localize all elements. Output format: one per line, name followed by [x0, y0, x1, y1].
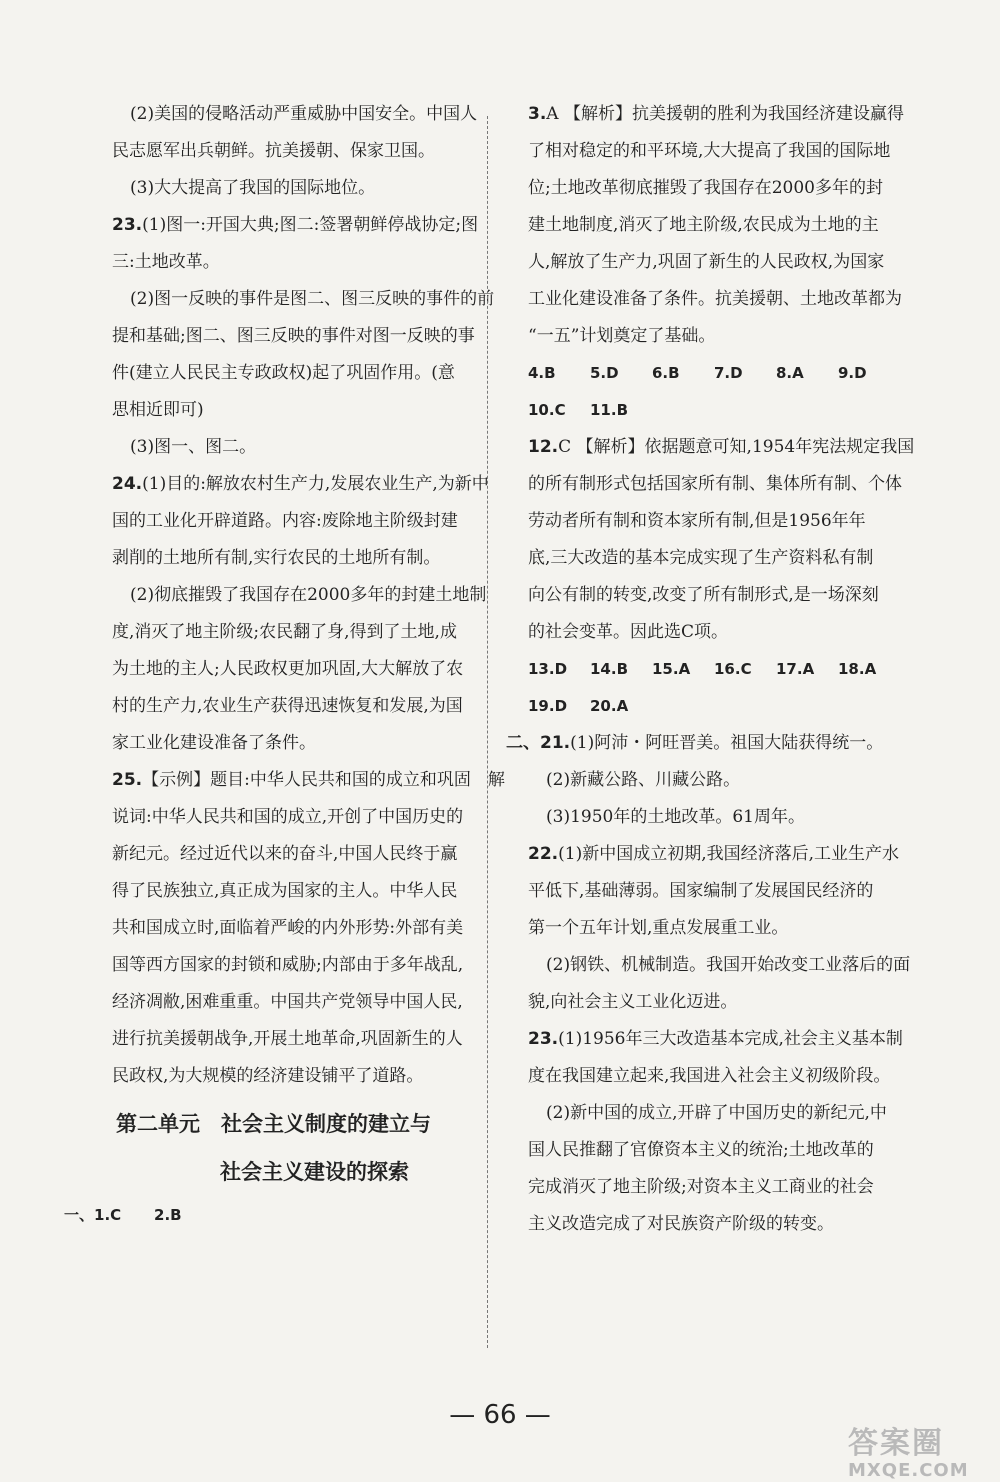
text-line [528, 807, 900, 844]
line-text: 第一个五年计划,重点发展重工业。 [528, 918, 789, 938]
answer-item: 13.D [528, 660, 568, 678]
question-number: 24. [112, 474, 143, 494]
section-prefix: 一、 [64, 1206, 95, 1224]
question-number: 二、21. [506, 733, 571, 753]
text-line [528, 1029, 903, 1066]
line-text: 民政权,为大规模的经济建设铺平了道路。 [112, 1066, 424, 1086]
text-line [528, 1140, 900, 1177]
line-text: 貌,向社会主义工业化迈进。 [528, 992, 738, 1012]
question-number: 25. [112, 770, 143, 790]
line-text: 进行抗美援朝战争,开展土地革命,巩固新生的人 [112, 1029, 463, 1049]
line-text: (3)1950年的土地改革。61周年。 [546, 807, 805, 827]
line-text: 为土地的主人;人民政权更加巩固,大大解放了农 [112, 659, 464, 679]
right-column [506, 104, 915, 1251]
answer-item: 14.B [590, 660, 629, 678]
text-line [528, 1214, 900, 1251]
text-line [112, 363, 476, 400]
text-line [112, 400, 476, 437]
text-line [528, 326, 900, 363]
answer-item: 16.C [714, 660, 752, 678]
text-line [112, 696, 476, 733]
line-text: 民志愿军出兵朝鲜。抗美援朝、保家卫国。 [112, 141, 435, 161]
line-text: (1)1956年三大改造基本完成,社会主义基本制 [558, 1029, 903, 1049]
watermark-text-bottom: MXQE.COM [848, 1460, 969, 1481]
text-line [112, 622, 476, 659]
text-line [112, 289, 495, 326]
text-line [528, 215, 900, 252]
line-text: 共和国成立时,面临着严峻的内外形势:外部有美 [112, 918, 464, 938]
text-line [528, 770, 900, 807]
answer-row [528, 400, 900, 437]
text-line [112, 844, 476, 881]
answer-row [528, 696, 900, 733]
answer-item: 15.A [652, 660, 691, 678]
line-text: 建土地制度,消灭了地主阶级,农民成为土地的主 [528, 215, 879, 235]
line-text: 劳动者所有制和资本家所有制,但是1956年年 [528, 511, 866, 531]
line-text: 平低下,基础薄弱。国家编制了发展国民经济的 [528, 881, 874, 901]
text-line [112, 992, 476, 1029]
text-line [528, 289, 900, 326]
line-text: (2)图一反映的事件是图二、图三反映的事件的前 [130, 289, 495, 309]
line-text: “一五”计划奠定了基础。 [528, 326, 716, 346]
line-text: 新纪元。经过近代以来的奋斗,中国人民终于赢 [112, 844, 458, 864]
answer-item: 20.A [590, 697, 629, 715]
answer-item: 4.B [528, 364, 556, 382]
watermark-logo [848, 1418, 998, 1480]
text-line [112, 770, 505, 807]
text-line [528, 622, 900, 659]
text-line [528, 548, 900, 585]
text-line [528, 918, 900, 955]
line-text: 提和基础;图二、图三反映的事件对图一反映的事 [112, 326, 475, 346]
line-text: 村的生产力,农业生产获得迅速恢复和发展,为国 [112, 696, 463, 716]
line-text: (2)钢铁、机械制造。我国开始改变工业落后的面 [546, 955, 911, 975]
answer-item: 2.B [154, 1206, 182, 1224]
line-text: 度在我国建立起来,我国进入社会主义初级阶段。 [528, 1066, 891, 1086]
line-text: 得了民族独立,真正成为国家的主人。中华人民 [112, 881, 458, 901]
text-line [112, 474, 489, 511]
line-text: 了相对稳定的和平环境,大大提高了我国的国际地 [528, 141, 891, 161]
line-text: 完成消灭了地主阶级;对资本主义工商业的社会 [528, 1177, 874, 1197]
column-divider [487, 116, 488, 1348]
text-line [112, 955, 476, 992]
left-column [64, 104, 505, 1242]
line-text: (2)新藏公路、川藏公路。 [546, 770, 741, 790]
text-line [112, 733, 476, 770]
line-text: (3)图一、图二。 [130, 437, 257, 457]
line-text: 主义改造完成了对民族资产阶级的转变。 [528, 1214, 834, 1234]
text-line [528, 992, 900, 1029]
line-text: 说词:中华人民共和国的成立,开创了中国历史的 [112, 807, 464, 827]
text-line [506, 733, 900, 770]
line-text: 工业化建设准备了条件。抗美援朝、土地改革都为 [528, 289, 902, 309]
line-text: 位;土地改革彻底摧毁了我国存在2000多年的封 [528, 178, 883, 198]
text-line [112, 252, 476, 289]
question-number: 23. [528, 1029, 559, 1049]
page-number: — 66 — [449, 1400, 551, 1430]
text-line [112, 659, 476, 696]
text-line [528, 1103, 900, 1140]
line-text: (1)目的:解放农村生产力,发展农业生产,为新中 [142, 474, 489, 494]
answer-item: 5.D [590, 364, 619, 382]
line-text: 的社会变革。因此选C项。 [528, 622, 729, 642]
line-text: 的所有制形式包括国家所有制、集体所有制、个体 [528, 474, 902, 494]
answer-item: 11.B [590, 401, 629, 419]
text-line [528, 1066, 900, 1103]
answer-item: 17.A [776, 660, 815, 678]
text-line [528, 511, 900, 548]
line-text: 人,解放了生产力,巩固了新生的人民政权,为国家 [528, 252, 885, 272]
line-text: (2)新中国的成立,开辟了中国历史的新纪元,中 [546, 1103, 887, 1123]
text-line [112, 881, 476, 918]
line-text: 思相近即可) [112, 400, 204, 420]
question-number: 3. [528, 104, 547, 124]
text-line [528, 252, 900, 289]
text-line [112, 141, 476, 178]
answer-item: 18.A [838, 660, 877, 678]
text-line [112, 215, 479, 252]
line-text: (1)图一:开国大典;图二:签署朝鲜停战协定;图 [142, 215, 479, 235]
text-line [112, 104, 476, 141]
line-text: 国的工业化开辟道路。内容:废除地主阶级封建 [112, 511, 458, 531]
line-text: 国等西方国家的封锁和威胁;内部由于多年战乱, [112, 955, 464, 975]
line-text: 三:土地改革。 [112, 252, 220, 272]
unit-heading-line2: 社会主义建设的探索 [220, 1160, 409, 1184]
line-text: 度,消灭了地主阶级;农民翻了身,得到了土地,成 [112, 622, 457, 642]
text-line [112, 437, 476, 474]
text-line [528, 474, 900, 511]
text-line [528, 178, 900, 215]
answer-item: 10.C [528, 401, 566, 419]
text-line [528, 955, 911, 992]
answer-row [528, 659, 900, 696]
line-text: 向公有制的转变,改变了所有制形式,是一场深刻 [528, 585, 879, 605]
line-text: C 【解析】依据题意可知,1954年宪法规定我国 [558, 437, 915, 457]
question-number: 12. [528, 437, 559, 457]
text-line [112, 548, 476, 585]
unit-heading-line1: 第二单元 社会主义制度的建立与 [116, 1112, 431, 1136]
line-text: (3)大大提高了我国的国际地位。 [130, 178, 376, 198]
text-line [528, 881, 900, 918]
text-line [528, 104, 904, 141]
text-line [112, 918, 476, 955]
question-number: 22. [528, 844, 559, 864]
line-text: 底,三大改造的基本完成实现了生产资料私有制 [528, 548, 874, 568]
text-line [112, 1029, 476, 1066]
line-text: A 【解析】抗美援朝的胜利为我国经济建设赢得 [546, 104, 904, 124]
line-text: 家工业化建设准备了条件。 [112, 733, 316, 753]
line-text: 国人民推翻了官僚资本主义的统治;土地改革的 [528, 1140, 874, 1160]
answer-item: 1.C [94, 1206, 122, 1224]
text-line [528, 585, 900, 622]
line-text: (1)阿沛・阿旺晋美。祖国大陆获得统一。 [570, 733, 884, 753]
text-line [112, 585, 487, 622]
text-line [528, 141, 900, 178]
answer-row [528, 363, 900, 400]
text-line [528, 844, 900, 881]
line-text: 【示例】题目:中华人民共和国的成立和巩固 解 [142, 770, 505, 790]
line-text: 件(建立人民民主专政政权)起了巩固作用。(意 [112, 363, 455, 383]
line-text: 剥削的土地所有制,实行农民的土地所有制。 [112, 548, 441, 568]
answer-row [64, 1205, 476, 1242]
answer-item: 6.B [652, 364, 680, 382]
answer-item: 7.D [714, 364, 743, 382]
answer-item: 9.D [838, 364, 867, 382]
text-line [528, 1177, 900, 1214]
text-line [112, 178, 476, 215]
text-line [112, 807, 476, 844]
line-text: (1)新中国成立初期,我国经济落后,工业生产水 [558, 844, 900, 864]
answer-item: 19.D [528, 697, 568, 715]
text-line [112, 511, 476, 548]
answer-item: 8.A [776, 364, 804, 382]
line-text: 经济凋敝,困难重重。中国共产党领导中国人民, [112, 992, 463, 1012]
line-text: (2)彻底摧毁了我国存在2000多年的封建土地制 [130, 585, 487, 605]
text-line [112, 326, 476, 363]
question-number: 23. [112, 215, 143, 235]
line-text: (2)美国的侵略活动严重威胁中国安全。中国人 [130, 104, 478, 124]
text-line [112, 1066, 476, 1103]
watermark-text-top: 答案圈 [848, 1426, 944, 1461]
text-line [528, 437, 915, 474]
